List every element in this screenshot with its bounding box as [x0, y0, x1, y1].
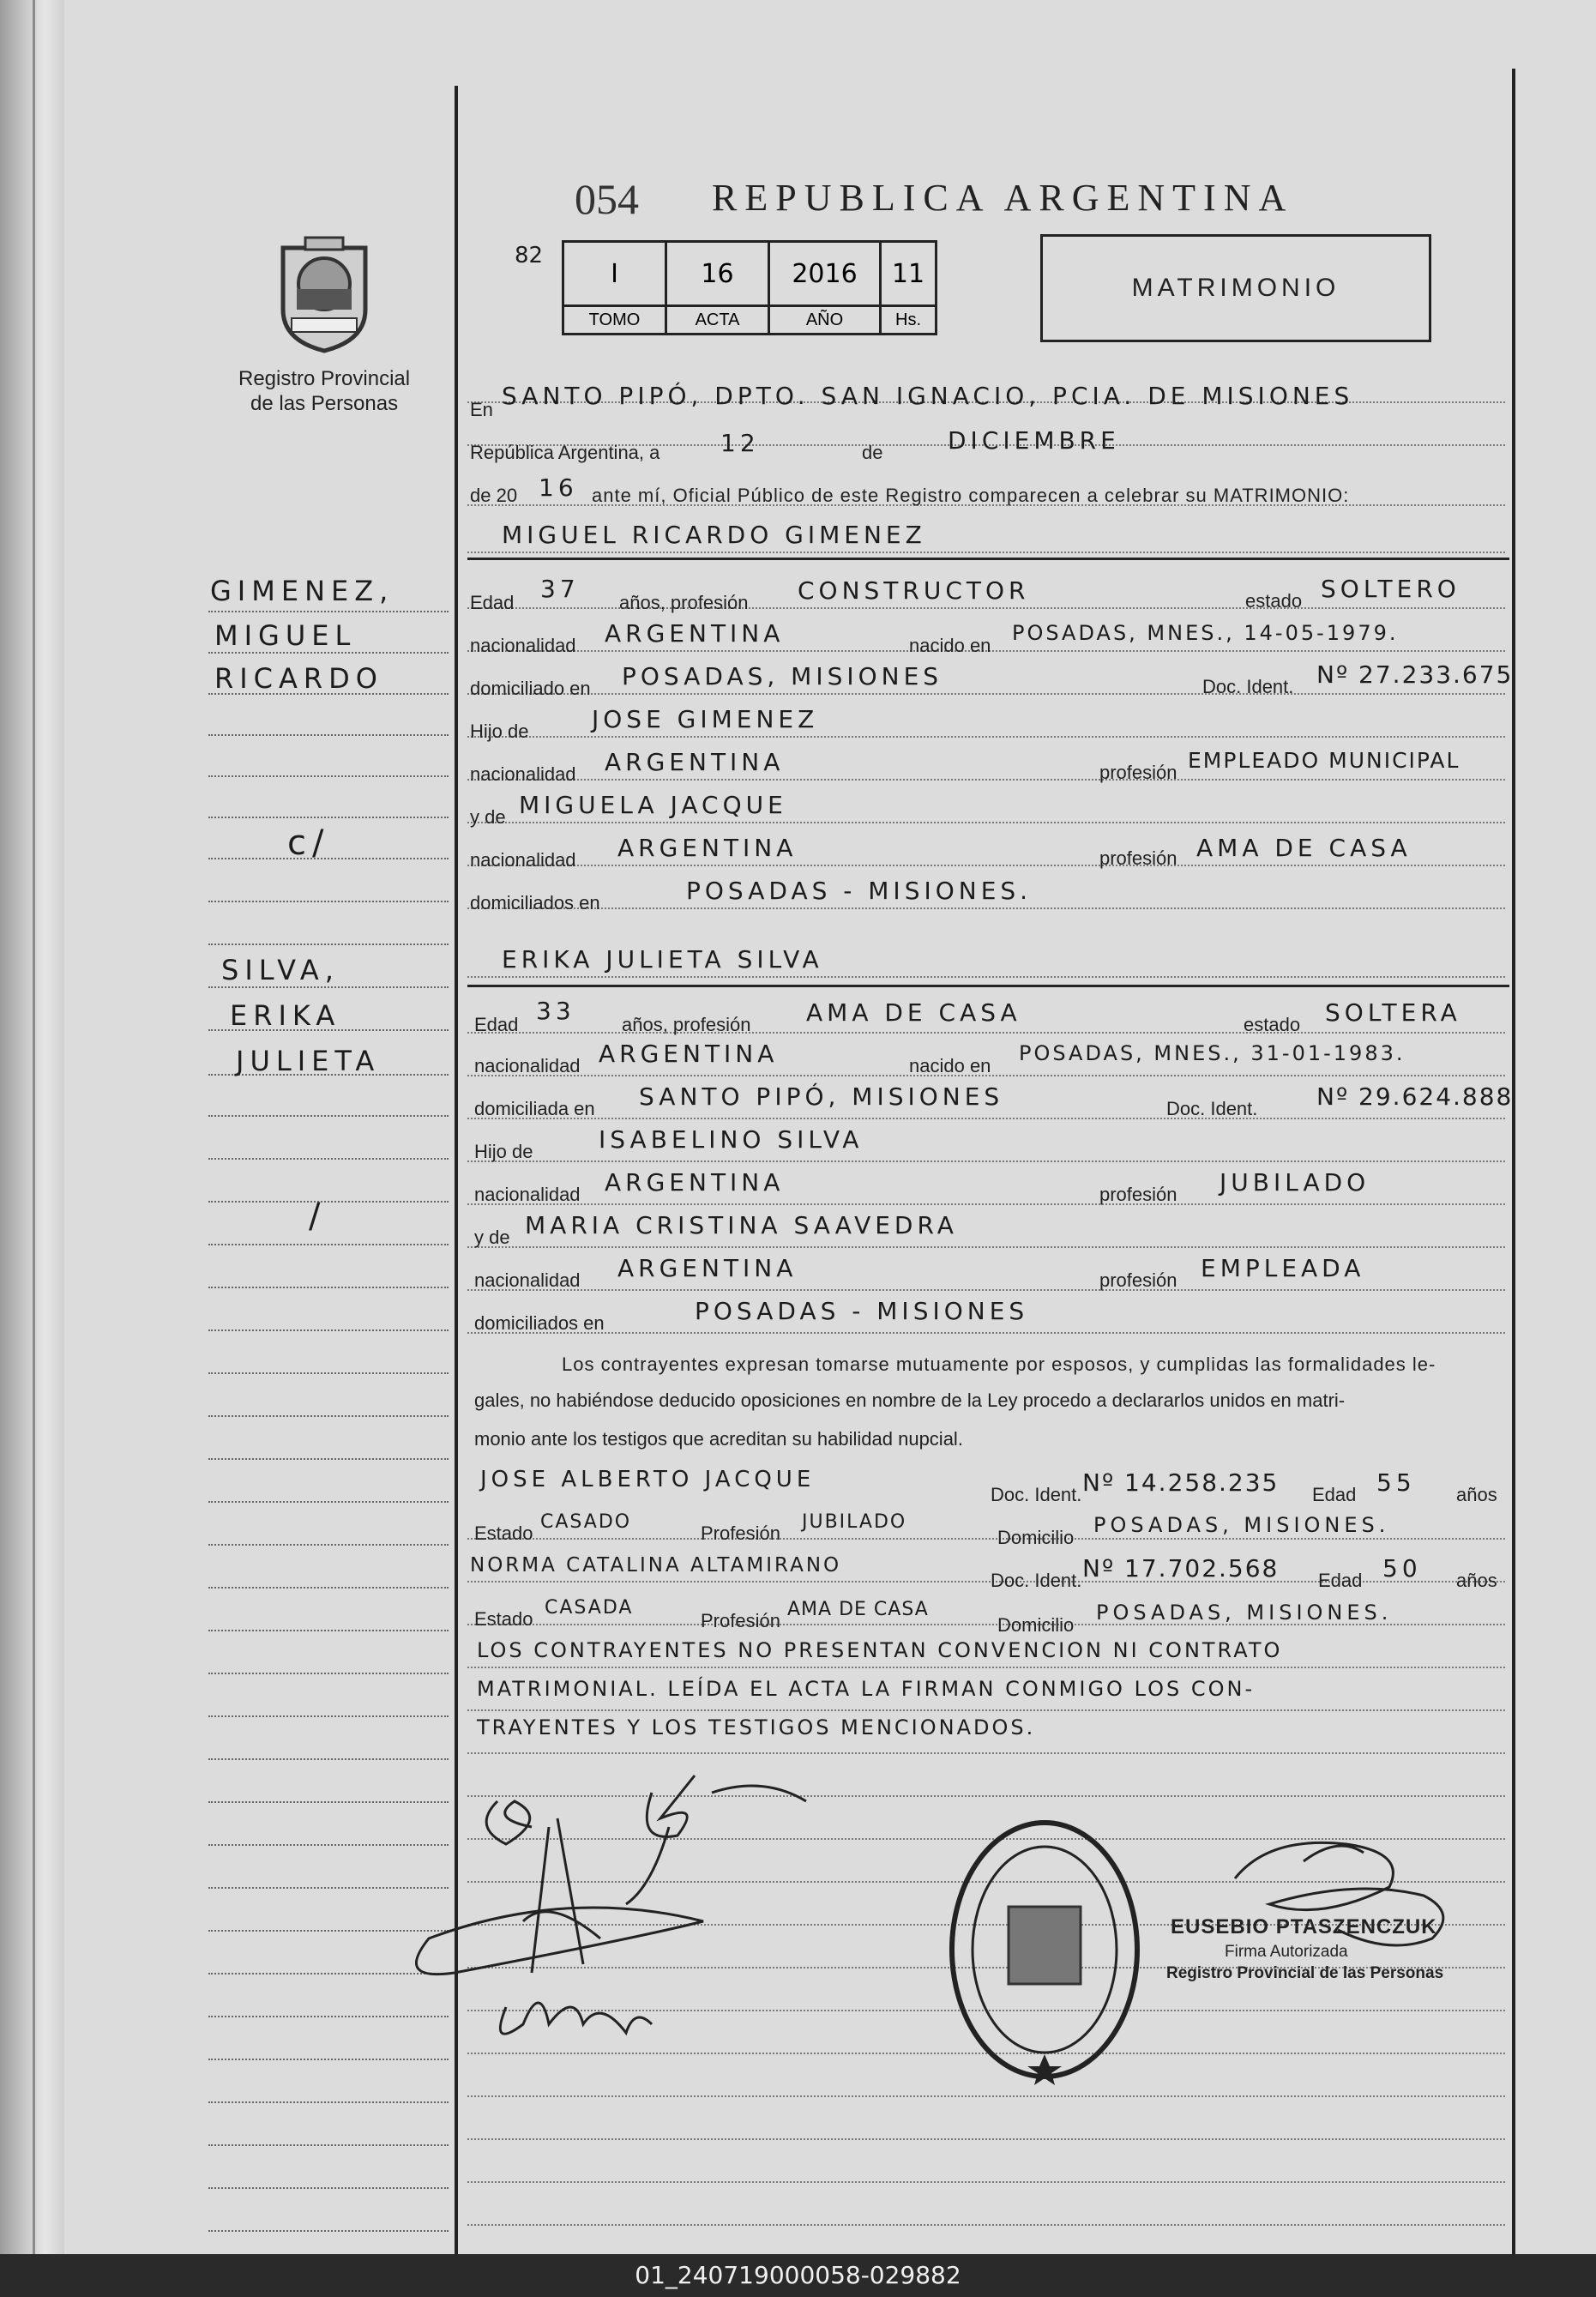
declaration-line1: Los contrayentes expresan tomarse mutuamente por esposos, y cumplidas las formalidades le-: [562, 1353, 1436, 1375]
groom-label-nacido: nacido en: [909, 635, 991, 656]
margin-mark: 82: [515, 243, 544, 268]
anio-value: 2016: [769, 242, 881, 306]
witness2-profession: AMA DE CASA: [787, 1599, 929, 1620]
margin-groom-name2: RICARDO: [214, 662, 383, 695]
groom-label-nac: nacionalidad: [470, 635, 576, 656]
year-value: 16: [539, 473, 578, 502]
groom-born: POSADAS, MNES., 14-05-1979.: [1012, 621, 1399, 645]
margin-groom-surname: GIMENEZ,: [210, 575, 394, 607]
bride-label-anos: años, profesión: [622, 1014, 751, 1035]
groom-label-parents-dom: domiciliados en: [470, 892, 600, 913]
stamp-role: Firma Autorizada: [1225, 1943, 1348, 1961]
document-title: REPUBLICA ARGENTINA: [712, 177, 1294, 219]
bride-label-dom: domiciliada en: [474, 1098, 595, 1119]
witness1-profession: JUBILADO: [802, 1511, 907, 1533]
label-ante: ante mí, Oficial Público de este Registro comparecen a celebrar su MATRIMONIO:: [592, 485, 1350, 506]
bride-label-doc: Doc. Ident.: [1166, 1098, 1258, 1119]
witness2-label-anos: años: [1456, 1570, 1497, 1591]
witness2-label-estado: Estado: [474, 1608, 533, 1630]
groom-father-prof: EMPLEADO MUNICIPAL: [1188, 748, 1460, 773]
margin-groom-name1: MIGUEL: [214, 619, 357, 652]
bride-label-father-nac: nacionalidad: [474, 1184, 581, 1205]
witness1-domicile: POSADAS, MISIONES.: [1093, 1513, 1390, 1537]
groom-doc: Nº 27.233.675: [1316, 660, 1514, 689]
declaration-line2: gales, no habiéndose deducido oposiciones en nombre de la Ley procedo a declararlos unidos en matri-: [474, 1390, 1346, 1411]
file-id-footer: 01_240719000058-029882: [0, 2254, 1596, 2297]
bride-label-father-prof: profesión: [1099, 1184, 1177, 1205]
margin-check: /: [309, 1197, 327, 1236]
bride-domicile: SANTO PIPÓ, MISIONES: [639, 1082, 1004, 1111]
bride-father-prof: JUBILADO: [1220, 1168, 1370, 1197]
witness1-label-anos: años: [1456, 1484, 1497, 1505]
groom-profession: CONSTRUCTOR: [798, 576, 1030, 605]
bride-label-nacido: nacido en: [909, 1055, 991, 1076]
bride-label-mother-prof: profesión: [1099, 1269, 1177, 1291]
groom-father-nat: ARGENTINA: [605, 748, 785, 776]
groom-mother-nat: ARGENTINA: [617, 834, 798, 862]
bride-label-estado: estado: [1244, 1014, 1301, 1035]
hora-label: Hs.: [881, 306, 937, 335]
witness1-age: 55: [1376, 1468, 1416, 1497]
witness1-name: JOSE ALBERTO JACQUE: [480, 1467, 816, 1492]
groom-label-edad: Edad: [470, 592, 515, 613]
groom-father: JOSE GIMENEZ: [592, 705, 819, 733]
witness1-label-edad: Edad: [1312, 1484, 1357, 1505]
witness2-doc: Nº 17.702.568: [1082, 1554, 1280, 1583]
registry-name-line2: de las Personas: [250, 392, 399, 415]
witness1-label-dom: Domicilio: [997, 1527, 1075, 1548]
bride-status: SOLTERA: [1325, 998, 1461, 1027]
groom-divider: [467, 558, 1509, 560]
margin-separator: c/: [287, 823, 330, 863]
groom-nationality: ARGENTINA: [605, 619, 785, 648]
groom-name: MIGUEL RICARDO GIMENEZ: [502, 521, 926, 549]
groom-label-father-prof: profesión: [1099, 762, 1177, 783]
registry-name-line1: Registro Provincial: [238, 367, 411, 390]
stamp-office: Registro Provincial de las Personas: [1166, 1964, 1444, 1982]
bride-born: POSADAS, MNES., 31-01-1983.: [1019, 1041, 1406, 1065]
witness2-label-prof: Profesión: [701, 1610, 780, 1631]
witness2-label-edad: Edad: [1318, 1570, 1363, 1591]
bride-mother-prof: EMPLEADA: [1201, 1254, 1365, 1282]
bride-nationality: ARGENTINA: [599, 1040, 779, 1068]
witness2-name: NORMA CATALINA ALTAMIRANO: [470, 1554, 842, 1577]
tomo-table: [562, 240, 937, 335]
declaration-line3: monio ante los testigos que acreditan su habilidad nupcial.: [474, 1428, 963, 1450]
witness2-status: CASADA: [545, 1597, 634, 1619]
stamp-name: EUSEBIO PTASZENCZUK: [1171, 1915, 1437, 1938]
witness2-label-doc: Doc. Ident.: [991, 1570, 1082, 1591]
act-number: 054: [575, 175, 639, 223]
bride-label-nac: nacionalidad: [474, 1055, 581, 1076]
groom-label-dom: domiciliado en: [470, 678, 591, 699]
place-value: SANTO PIPÓ, DPTO. SAN IGNACIO, PCIA. DE MISIONES: [502, 382, 1354, 410]
bride-label-yde: y de: [474, 1227, 510, 1248]
groom-label-anos: años, profesión: [619, 592, 749, 613]
acta-label: ACTA: [666, 306, 769, 335]
right-rule: [1512, 69, 1515, 2254]
bride-mother: MARIA CRISTINA SAAVEDRA: [525, 1211, 958, 1239]
day-value: 12: [720, 429, 760, 457]
acta-value: 16: [666, 242, 769, 306]
groom-mother: MIGUELA JACQUE: [519, 791, 787, 819]
groom-status: SOLTERO: [1321, 575, 1460, 603]
bride-parents-dom: POSADAS - MISIONES: [695, 1297, 1029, 1325]
spine-fold: [33, 0, 35, 2254]
bride-father: ISABELINO SILVA: [599, 1125, 864, 1154]
groom-label-yde: y de: [470, 806, 506, 828]
witness1-doc: Nº 14.258.235: [1082, 1468, 1280, 1497]
label-de-month: de: [862, 442, 883, 463]
official-seal-icon: [942, 1812, 1147, 2087]
groom-label-estado: estado: [1245, 590, 1303, 612]
bride-name: ERIKA JULIETA SILVA: [502, 945, 823, 974]
bride-mother-nat: ARGENTINA: [617, 1254, 798, 1282]
witness1-label-estado: Estado: [474, 1522, 533, 1544]
note-line1: LOS CONTRAYENTES NO PRESENTAN CONVENCION NI CONTRATO: [477, 1638, 1283, 1662]
bride-label-parents-dom: domiciliados en: [474, 1312, 605, 1334]
provincial-emblem-icon: [276, 236, 372, 356]
hora-value: 11: [881, 242, 937, 306]
groom-label-doc: Doc. Ident.: [1202, 676, 1294, 697]
note-line2: MATRIMONIAL. LEÍDA EL ACTA LA FIRMAN CONMIGO LOS CON-: [477, 1677, 1256, 1701]
groom-label-mother-nac: nacionalidad: [470, 849, 576, 871]
groom-parents-dom: POSADAS - MISIONES.: [686, 877, 1033, 905]
witness1-label-prof: Profesión: [701, 1522, 780, 1544]
margin-bride-name2: JULIETA: [236, 1045, 381, 1077]
bride-father-nat: ARGENTINA: [605, 1168, 785, 1197]
note-line3: TRAYENTES Y LOS TESTIGOS MENCIONADOS.: [477, 1715, 1036, 1739]
tomo-label: TOMO: [563, 306, 666, 335]
groom-mother-prof: AMA DE CASA: [1196, 834, 1412, 862]
bride-label-edad: Edad: [474, 1014, 519, 1035]
bride-profession: AMA DE CASA: [806, 998, 1021, 1027]
witness2-domicile: POSADAS, MISIONES.: [1096, 1601, 1393, 1625]
bride-doc: Nº 29.624.888: [1316, 1082, 1514, 1111]
label-en: En: [470, 399, 493, 420]
bride-label-mother-nac: nacionalidad: [474, 1269, 581, 1291]
groom-label-father-nac: nacionalidad: [470, 763, 576, 785]
witness2-age: 50: [1382, 1554, 1422, 1583]
witness2-label-dom: Domicilio: [997, 1614, 1075, 1636]
witness1-label-doc: Doc. Ident.: [991, 1484, 1082, 1505]
witness1-status: CASADO: [540, 1511, 632, 1533]
bride-label-hijo: Hijo de: [474, 1141, 533, 1162]
margin-bride-surname: SILVA,: [221, 954, 340, 986]
bride-age: 33: [536, 997, 575, 1025]
groom-label-hijo: Hijo de: [470, 720, 529, 742]
groom-domicile: POSADAS, MISIONES: [622, 662, 943, 690]
bride-divider: [467, 985, 1509, 987]
tomo-value: I: [563, 242, 666, 306]
anio-label: AÑO: [769, 306, 881, 335]
document-type-box: MATRIMONIO: [1040, 234, 1431, 342]
groom-age: 37: [540, 575, 580, 603]
groom-label-mother-prof: profesión: [1099, 847, 1177, 869]
label-republica: República Argentina, a: [470, 442, 660, 463]
margin-bride-name1: ERIKA: [230, 999, 341, 1032]
month-value: DICIEMBRE: [948, 426, 1120, 455]
signatures: [377, 1767, 840, 2059]
label-de-20: de 20: [470, 485, 518, 506]
